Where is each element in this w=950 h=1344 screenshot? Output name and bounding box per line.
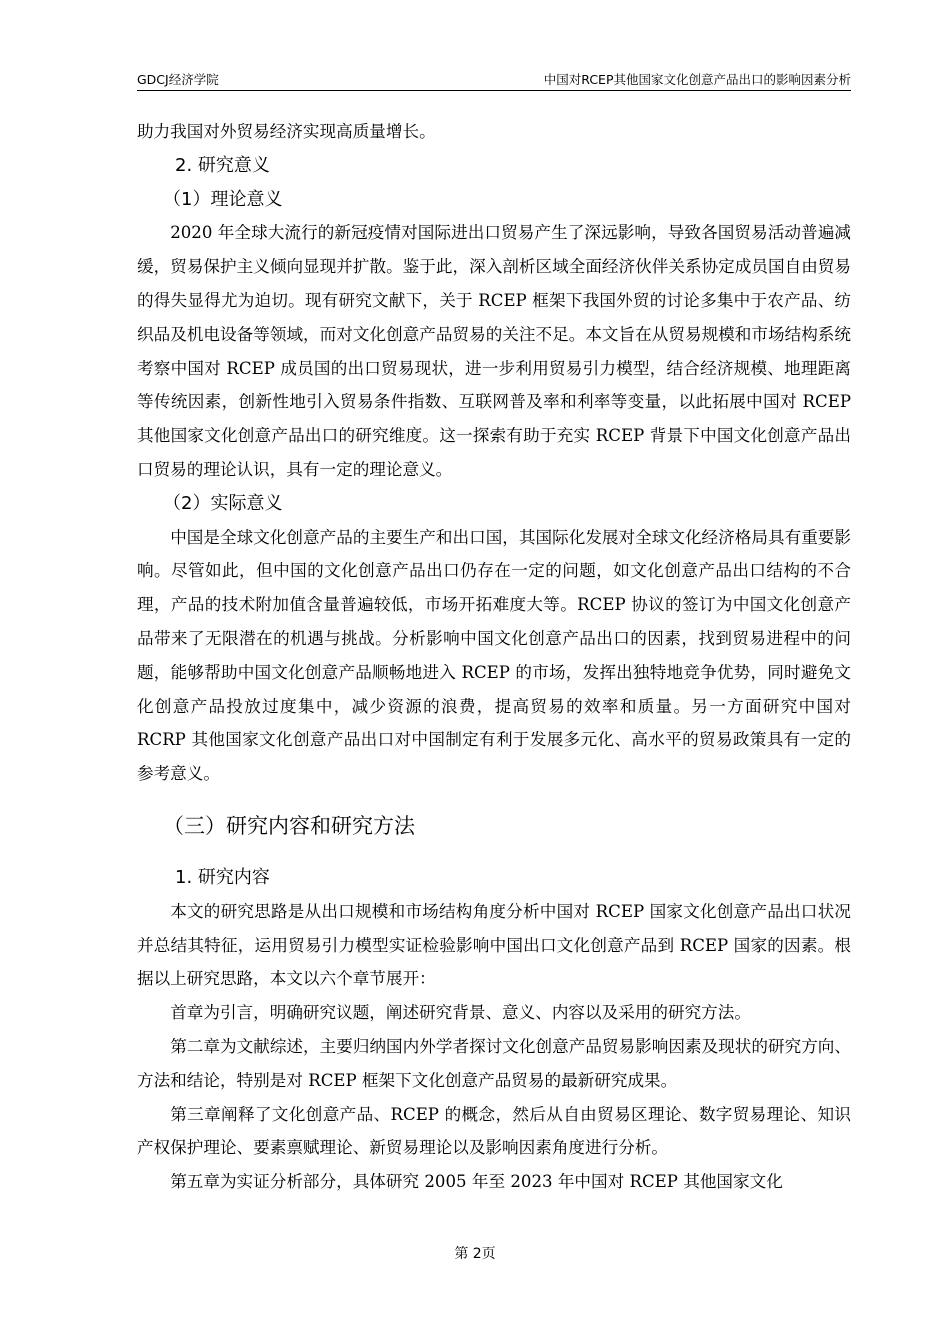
paragraph-chapter-three: 第三章阐释了文化创意产品、RCEP 的概念，然后从自由贸易区理论、数字贸易理论、知识产权保护理论、要素禀赋理论、新贸易理论以及影响因素角度进行分析。 — [137, 1104, 851, 1158]
paragraph-research-approach: 本文的研究思路是从出口规模和市场结构角度分析中国对 RCEP 国家文化创意产品出口状况并总结其特征，运用贸易引力模型实证检验影响中国出口文化创意产品到 RCEP 国家的因素。根据以上研究思路，本文以六个章节展开： — [137, 901, 851, 989]
heading-section-three: （三）研究内容和研究方法 — [163, 813, 415, 838]
page-header — [137, 64, 851, 91]
paragraph-chapter-one: 首章为引言，明确研究议题，阐述研究背景、意义、内容以及采用的研究方法。 — [170, 1003, 751, 1023]
heading-practical-significance: （2）实际意义 — [163, 492, 283, 514]
paragraph-chapter-five: 第五章为实证分析部分，具体研究 2005 年至 2023 年中国对 RCEP 其他国家文化 — [170, 1172, 783, 1192]
header-institution: GDCJ经济学院 — [137, 72, 219, 87]
page-number: 第 2页 — [454, 1246, 496, 1262]
heading-theoretical-significance: （1）理论意义 — [163, 188, 283, 210]
heading-research-significance: 2. 研究意义 — [175, 154, 270, 176]
paragraph-continuation: 助力我国对外贸易经济实现高质量增长。 — [137, 122, 436, 141]
heading-research-content: 1. 研究内容 — [175, 866, 270, 888]
paragraph-theoretical-significance: 2020 年全球大流行的新冠疫情对国际进出口贸易产生了深远影响，导致各国贸易活动普遍减缓，贸易保护主义倾向显现并扩散。鉴于此，深入剖析区域全面经济伙伴关系协定成员国自由贸易的得失显得尤为迫切。现有研究文献下，关于 RCEP 框架下我国外贸的讨论多集中于农产品、纺织品及机电设备等领域，而对文化创意产品贸易的关注不足。本文旨在从贸易规模和市场结构系统考察中国对 RCEP 成员国的出口贸易现状，进一步利用贸易引力模型，结合经济规模、地理距离等传统因素，创新性地引入贸易条件指数、互联网普及率和利率等变量，以此拓展中国对 RCEP 其他国家文化创意产品出口的研究维度。这一探索有助于充实 RCEP 背景下中国文化创意产品出口贸易的理论认识，具有一定的理论意义。 — [137, 223, 852, 479]
paragraph-practical-significance: 中国是全球文化创意产品的主要生产和出口国，其国际化发展对全球文化经济格局具有重要影响。尽管如此，但中国的文化创意产品出口仍存在一定的问题，如文化创意产品出口结构的不合理，产品的技术附加值含量普遍较低，市场开拓难度大等。RCEP 协议的签订为中国文化创意产品带来了无限潜在的机遇与挑战。分析影响中国文化创意产品出口的因素，找到贸易进程中的问题，能够帮助中国文化创意产品顺畅地进入 RCEP 的市场，发挥出独特地竞争优势，同时避免文化创意产品投放过度集中，减少资源的浪费，提高贸易的效率和质量。另一方面研究中国对 RCRP 其他国家文化创意产品出口对中国制定有利于发展多元化、高水平的贸易政策具有一定的参考意义。 — [137, 527, 851, 784]
header-title: 中国对RCEP其他国家文化创意产品出口的影响因素分析 — [543, 72, 851, 87]
paragraph-chapter-two: 第二章为文献综述，主要归纳国内外学者探讨文化创意产品贸易影响因素及现状的研究方向、方法和结论，特别是对 RCEP 框架下文化创意产品贸易的最新研究成果。 — [137, 1036, 851, 1090]
page-body — [137, 115, 851, 1199]
